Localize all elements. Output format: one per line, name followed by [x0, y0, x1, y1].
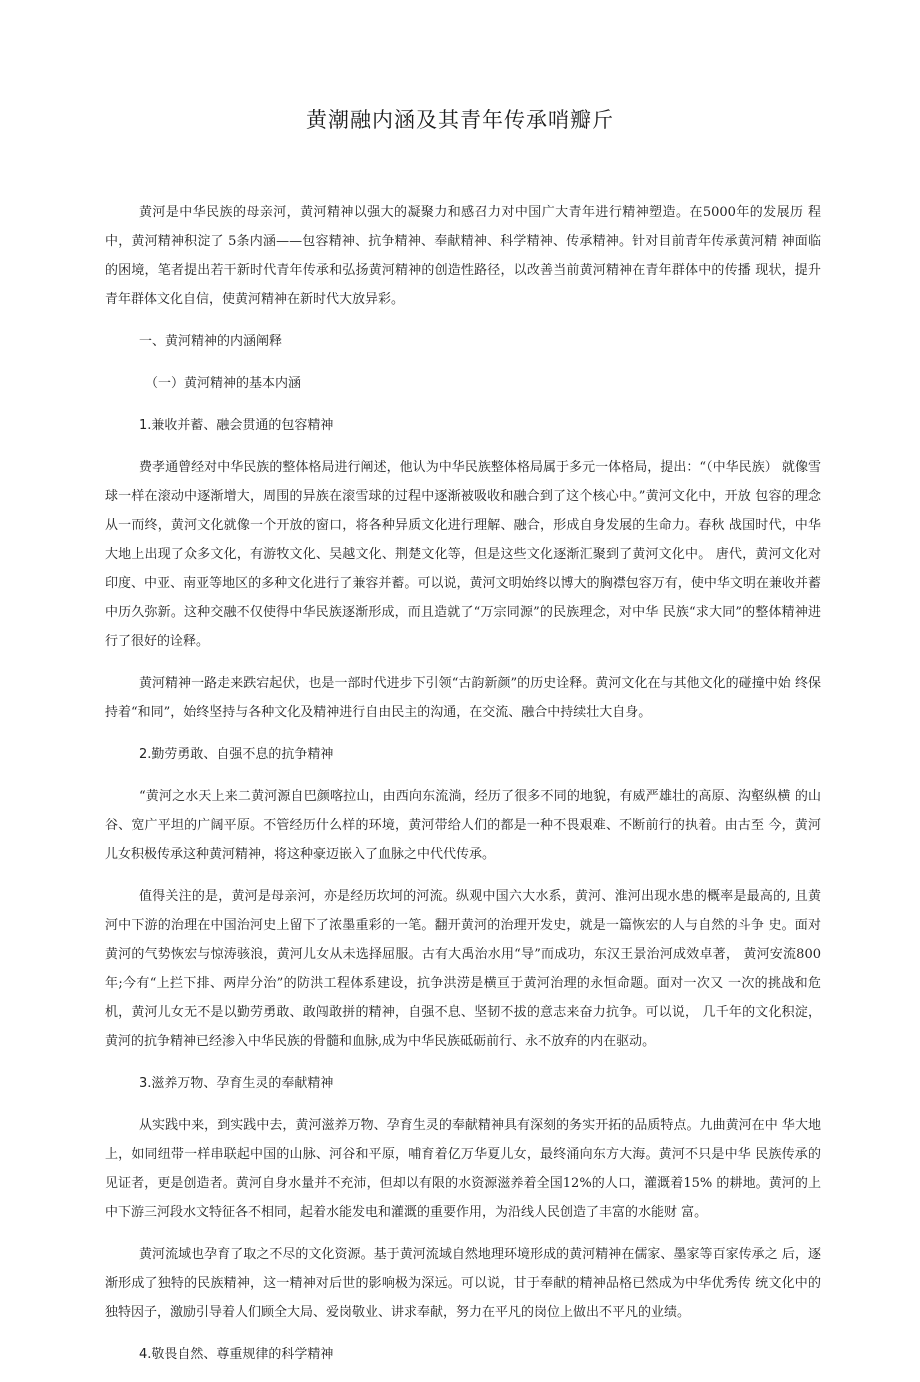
item-heading-3 [105, 1069, 821, 1098]
body-paragraph: 费孝通曾经对中华民族的整体格局进行阐述，他认为中华民族整体格局属于多元一体格局，提出：“（中华民族） 就像雪球一样在滚动中逐渐增大，周围的异族在滚雪球的过程中逐渐被吸收和融合到了这个核心中。”黄河文化中，开放 包容的理念从一而终，黄河文化就像一个开放的窗口，将各种异质文化进行理解、融合，形成自身发展的生命力。春秋 战国时代，中华大地上出现了众多文化，有游牧文化、吴越文化、荆楚文化等，但是这些文化逐渐汇聚到了黄河文化中。 唐代，黄河文化对印度、中亚、南亚等地区的多种文化进行了兼容并蓄。可以说，黄河文明始终以博大的胸襟包容万有，使中华文明在兼收并蓄中历久弥新。这种交融不仅使得中华民族逐渐形成，而且造就了“万宗同源”的民族理念，对中华 民族“求大同”的整体精神进行了很好的诠释。 [105, 460, 821, 649]
item-number: 3 [139, 1076, 148, 1091]
page-title: 黄潮融内涵及其青年传承哨瓣斤 [306, 108, 614, 132]
subsection-heading: （一）黄河精神的基本内涵 [145, 376, 302, 391]
item-number: 1 [139, 418, 148, 433]
item-number: 4 [139, 1347, 148, 1362]
body-paragraph: 值得关注的是，黄河是母亲河，亦是经历坎坷的河流。纵观中国六大水系，黄河、淮河出现水患的概率是最高的, 且黄河中下游的治理在中国治河史上留下了浓墨重彩的一笔。翻开黄河的治理开发史，就是一篇恢宏的人与自然的斗争 史。面对黄河的气势恢宏与惊涛骇浪，黄河儿女从未选择屈服。古有大禹治水用“导”而成功，东汉王景治河成效卓著， 黄河安流800年;今有“上拦下排、两岸分治”的防洪工程体系建设，抗争洪涝是横亘于黄河治理的永恒命题。面对一次又 一次的挑战和危机，黄河儿女无不是以勤劳勇敢、敢闯敢拼的精神，自强不息、坚韧不拔的意志来奋力抗争。可以说， 几千年的文化积淀，黄河的抗争精神已经渗入中华民族的骨髓和血脉,成为中华民族砥砺前行、永不放弃的内在驱动。 [105, 889, 821, 1049]
item-number: 2 [139, 747, 148, 762]
document-body [105, 198, 821, 1382]
section-heading: 一、黄河精神的内涵阐释 [139, 334, 283, 349]
body-paragraph: “黄河之水天上来二黄河源自巴颜喀拉山，由西向东流淌，经历了很多不同的地貌，有威严雄壮的高原、沟壑纵横 的山谷、宽广平坦的广阔平原。不管经历什么样的环境，黄河带给人们的都是一种不畏艰难、不断前行的执着。由古至 今，黄河儿女积极传承这种黄河精神，将这种豪迈嵌入了血脉之中代代传承。 [105, 789, 821, 862]
item-heading-2 [105, 740, 821, 769]
body-paragraph: 从实践中来，到实践中去，黄河滋养万物、孕育生灵的奉献精神具有深刻的务实开拓的品质特点。九曲黄河在中 华大地上，如同纽带一样串联起中国的山脉、河谷和平原，哺育着亿万华夏儿女，最终涌向东方大海。黄河不只是中华 民族传承的见证者，更是创造者。黄河自身水量并不充沛，但却以有限的水资源滋养着全国12%的人口，灌溉着15% 的耕地。黄河的上中下游三河段水文特征各不相同，起着水能发电和灌溉的重要作用，为沿线人民创造了丰富的水能财 富。 [105, 1118, 821, 1220]
item-heading-4 [105, 1340, 821, 1369]
item-heading-1 [105, 411, 821, 440]
intro-paragraph: 黄河是中华民族的母亲河，黄河精神以强大的凝聚力和感召力对中国广大青年进行精神塑造。在5000年的发展历 程中，黄河精神积淀了 5条内涵——包容精神、抗争精神、奉献精神、科学精神、传承精神。针对目前青年传承黄河精 神面临的困境，笔者提出若干新时代青年传承和弘扬黄河精神的创造性路径，以改善当前黄河精神在青年群体中的传播 现状，提升青年群体文化自信，使黄河精神在新时代大放异彩。 [105, 205, 821, 307]
item-heading-text: .兼收并蓄、融会贯通的包容精神 [147, 418, 334, 433]
item-heading-text: .勤劳勇敢、自强不息的抗争精神 [147, 747, 334, 762]
item-heading-text: .滋养万物、孕育生灵的奉献精神 [147, 1076, 334, 1091]
body-paragraph: 黄河精神一路走来跌宕起伏，也是一部时代进步下引领“古韵新颜”的历史诠释。黄河文化在与其他文化的碰撞中始 终保持着“和同”，始终坚持与各种文化及精神进行自由民主的沟通，在交流、融合中持续壮大自身。 [105, 676, 821, 720]
item-heading-text: .敬畏自然、尊重规律的科学精神 [147, 1347, 334, 1362]
body-paragraph: 黄河流域也孕育了取之不尽的文化资源。基于黄河流域自然地理环境形成的黄河精神在儒家、墨家等百家传承之 后，逐渐形成了独特的民族精神，这一精神对后世的影响极为深远。可以说，甘于奉献的精神品格已然成为中华优秀传 统文化中的独特因子，激励引导着人们顾全大局、爱岗敬业、讲求奉献，努力在平凡的岗位上做出不平凡的业绩。 [105, 1247, 821, 1320]
